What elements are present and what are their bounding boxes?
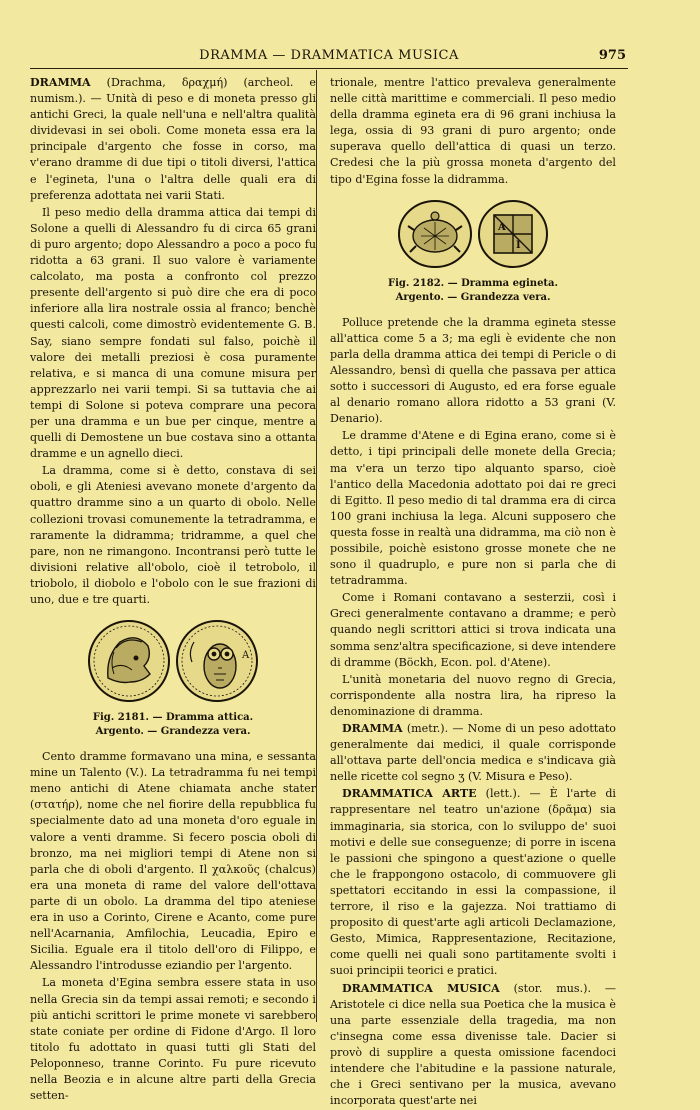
entry-drammatica-musica — [330, 981, 616, 1110]
paragraph: Cento dramme formavano una mina, e sessanta mine un Talento (V.). La tetradramma fu nei tempi meno antichi di Atene chiamata anche stater (στατήρ), nome che nel fiorire della repubblica fu specialmente dato ad una moneta d'oro eguale in valore a venti dramme. Si fecero poscia oboli di bronzo, ma nei migliori tempi di Atene non si parla che di oboli d'argento. Il χαλκοῦς (chalcus) era una moneta di rame del valore dell'ottava parte di un obolo. La dramma del tipo ateniese era in uso a Corinto, Cirene e Acanto, come pure nell'Acarnania, Amfilochia, Leucadia, Epiro e Sicilia. Eguale era il titolo dell'oro di Filippo, e Alessandro l'introdusse eziandio per l'argento. — [30, 750, 316, 973]
incuse-square-coin-icon — [476, 198, 550, 270]
entry-text: — Nome di un peso adottato generalmente dai medici, il quale corrisponde all'ottava parte dell'oncia medica e s'indicava già nelle ricette col segno ʒ (V. Misura e Peso). — [330, 722, 616, 784]
figure-caption: Fig. 2182. — Dramma egineta. — [387, 277, 559, 289]
entry-definition: (stor. mus.). — [513, 981, 592, 995]
svg-text:A: A — [498, 221, 506, 233]
entry-text: — Aristotele ci dice nella sua Poetica che la musica è una parte essenziale della tragedia, ma non c'insegna come essa divenisse tale. Dacier si provò di supplire a questa omissione facendoci intendere che l'abitudine e la passione naturale, che i Greci sentivano per la musica, avevano incorporata quest'arte nei — [330, 981, 616, 1108]
paragraph: La dramma, come si è detto, constava di sei oboli, e gli Ateniesi avevano monete d'argento da quattro dramme sino a un quarto di obolo. Nelle collezioni trovasi comunemente la tetradramma, e raramente la didramma; tridramme, a quel che pare, non ne rimangono. Incontransi però tutte le divisioni relative all'obolo, cioè il tetrobolo, il triobolo, il diobolo e l'obolo con le sue frazioni di uno, due e tre quarti. — [30, 464, 316, 606]
paragraph: trionale, mentre l'attico prevaleva generalmente nelle città marittime e commerciali. Il peso medio della dramma egineta era di 96 grani inchiusa la lega, ossia di 93 grani di puro argento; onde superava quello dell'attica di quasi un terzo. Credesi che la più grossa moneta d'argento del tipo d'Egina fosse la didramma. — [330, 76, 616, 186]
entry-term: DRAMMA — [342, 722, 403, 735]
figure-2182 — [330, 198, 616, 305]
figure-2181 — [30, 618, 316, 739]
svg-text:A: A — [242, 650, 250, 662]
entry-definition: (lett.). — [485, 787, 521, 801]
paragraph: L'unità monetaria del nuovo regno di Grecia, corrispondente alla nostra lira, ha ripreso la denominazione di dramma. — [330, 672, 616, 718]
paragraph: Come i Romani contavano a sesterzii, così i Greci generalmente contavano a dramme; e però quando negli scrittori attici si trova indicata una somma senz'altra specificazione, si deve intendere di dramme (Böckh, Econ. pol. d'Atene). — [330, 591, 616, 669]
paragraph: Le dramme d'Atene e di Egina erano, come si è detto, i tipi principali delle monete della Grecia; ma v'era un terzo tipo alquanto sparso, cioè l'antico della Macedonia adottato poi dai re greci di Egitto. Il peso medio di tal dramma era di circa 100 grani inchiusa la lega. Alcuni supposero che questa fosse in realtà una didramma, ma ciò non è possibile, poichè esistono grosse monete che ne sono il quadruplo, e pure non si parla che di tetradramma. — [330, 429, 616, 588]
figure-subcaption: Argento. — Grandezza vera. — [95, 726, 251, 738]
entry-drammatica-arte — [330, 786, 616, 979]
entry-term: DRAMMA — [30, 76, 91, 89]
entry-term: DRAMMATICA MUSICA — [342, 981, 500, 995]
paragraph: La moneta d'Egina sembra essere stata in uso nella Grecia sin da tempi assai remoti; e secondo i più antichi scrittori le prime monete vi sarebbero state coniate per ordine di Fidone d'Argo. Il loro titolo fu adottato in quasi tutti gli Stati del Peloponneso, tranne Corinto. Fu pure ricevuto nella Beozia e in alcune altre parti della Grecia setten- — [30, 976, 316, 1103]
entry-definition: (Drachma, δραχμή) (archeol. e numism.). — [30, 76, 316, 106]
left-column — [30, 75, 316, 1105]
athena-helmet-coin-icon — [86, 618, 172, 704]
entry-term: DRAMMATICA ARTE — [342, 787, 477, 801]
owl-coin-icon — [174, 618, 260, 704]
right-column — [330, 75, 616, 1110]
paragraph: Il peso medio della dramma attica dai tempi di Solone a quelli di Alessandro fu di circa 65 grani di puro argento; dopo Alessandro a poco a poco fu ridotta a 63 grani. Il suo valore è variamente calcolato, ma posta a confronto col prezzo presente dell'argento si può dire che era di poco inferiore alla lira nostrale ossia al franco; benchè questi calcoli, come dimostrò evidentemente G. B. Say, siano sempre fondati sul falso, poichè il valore dei metalli preziosi è cosa puramente relativa, e si manca di una comune misura per apprezzarlo nei varii tempi. Si sa tuttavia che ai tempi di Solone si poteva comprare una pecora per una dramma e un bue per cinque, mentre a quelli di Demostene un bue costava sino a ottanta dramme e un agnello dieci. — [30, 205, 316, 461]
running-header — [30, 46, 628, 69]
entry-text: — È l'arte di rappresentare nel teatro un'azione (δρᾶμα) sia immaginaria, sia storica, con lo sviluppo de' suoi motivi e delle sue conseguenze; di porre in iscena le passioni che spingono a quest'azione o quelle che le frappongono ostacolo, di commuovere gli spettatori eccitando in essi la compassione, il terrore, il riso e la gajezza. Noi trattiamo di proposito di quest'arte agli articoli Declamazione, Gesto, Mimica, Rappresentazione, Recitazione, come quelli nei quali sono partitamente svolti i suoi principii teorici e pratici. — [330, 787, 616, 978]
entry-dramma-metr — [330, 721, 616, 785]
column-divider — [316, 70, 317, 1022]
turtle-coin-icon — [396, 198, 474, 270]
entry-dramma-numism — [30, 75, 316, 204]
svg-text:I: I — [516, 239, 521, 251]
page-number: 975 — [598, 48, 626, 63]
paragraph: Polluce pretende che la dramma egineta stesse all'attica come 5 a 3; ma egli è evidente che non parla della dramma attica dei tempi di Pericle o di Alessandro, bensì di quella che passava per attica sotto i successori di Augusto, ed era forse eguale al denario romano allora ridotto a 53 grani (V. Denario). — [330, 315, 616, 426]
figure-caption: Fig. 2181. — Dramma attica. — [92, 712, 254, 724]
figure-subcaption: Argento. — Grandezza vera. — [395, 291, 551, 303]
entry-definition: (metr.). — [406, 722, 449, 735]
paragraph: — Unità di peso e di moneta presso gli antichi Greci, la quale nell'una e nell'altra qualità dividevasi in sei oboli. Come moneta essa era la principale d'argento che fosse in corso, ma v'erano dramme di due tipi o titoli diversi, l'attica e l'egineta, l'una o l'altra delle quali era di preferenza adottata nei varii Stati. — [30, 92, 316, 202]
running-title: DRAMMA — DRAMMATICA MUSICA — [199, 48, 459, 63]
